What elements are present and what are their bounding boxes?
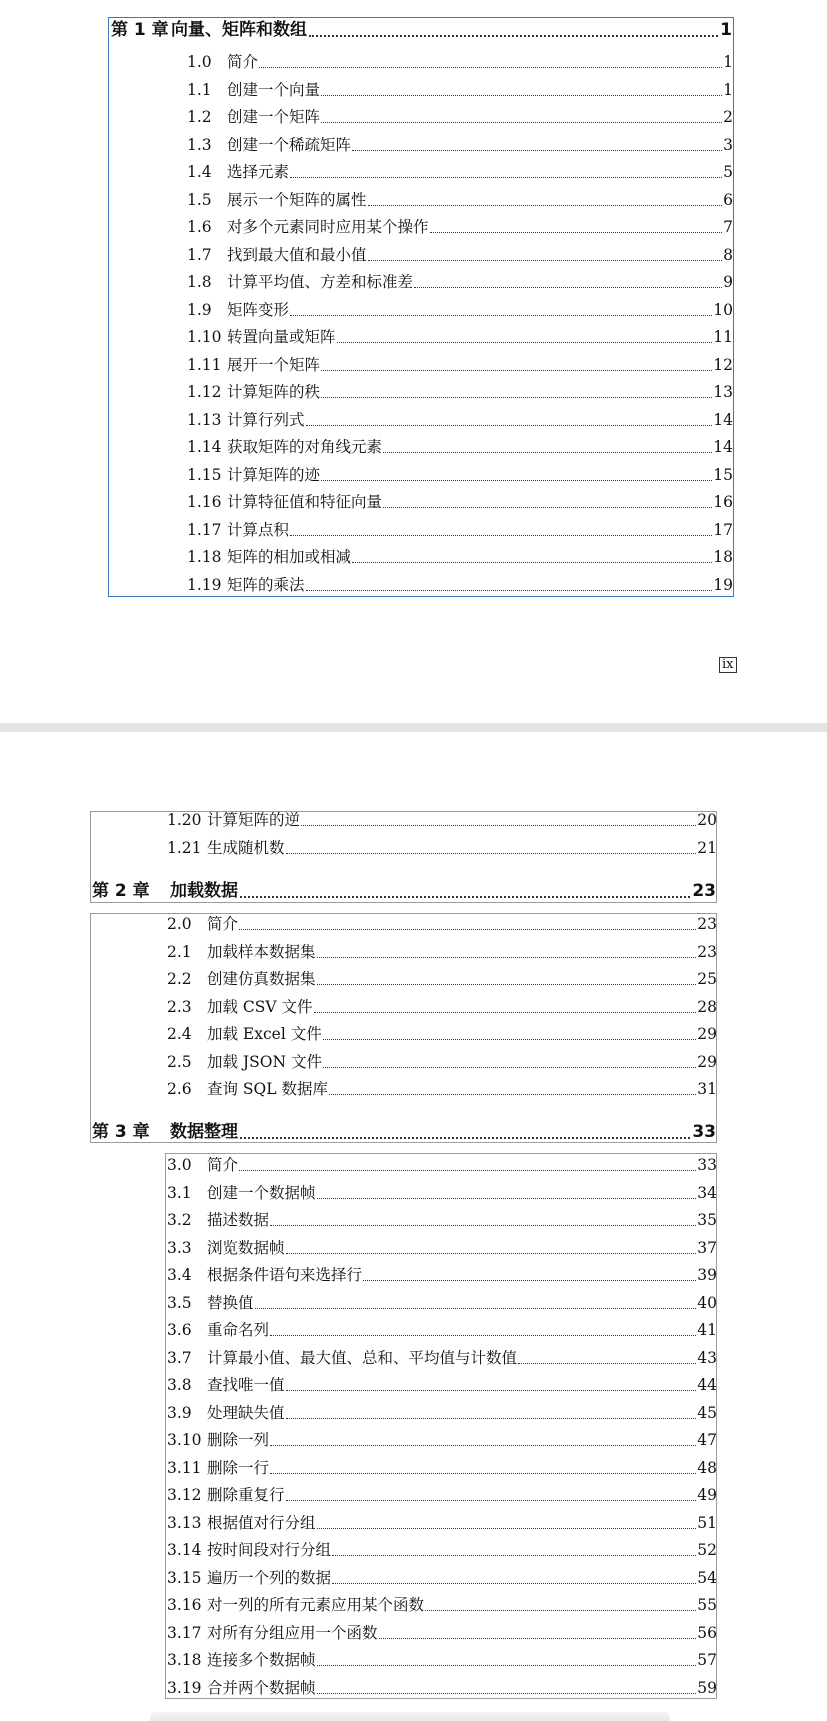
entry-page: 33 (697, 1156, 717, 1174)
entry-title: 矩阵的乘法 (227, 575, 305, 594)
entry-title: 创建一个向量 (227, 80, 321, 99)
leader-dots (290, 535, 712, 536)
toc-entry[interactable] (187, 465, 733, 485)
entry-page: 29 (697, 1025, 717, 1043)
entry-page: 35 (697, 1211, 717, 1229)
entry-number: 3.11 (167, 1458, 202, 1477)
entry-number: 1.2 (187, 108, 212, 126)
toc-entry[interactable] (167, 942, 717, 962)
entry-title: 对所有分组应用一个函数 (207, 1623, 378, 1642)
entry-number: 1.13 (187, 410, 222, 429)
entry-title: 创建一个稀疏矩阵 (227, 135, 352, 154)
toc-entry[interactable] (167, 1568, 717, 1588)
leader-dots (286, 853, 697, 854)
entry-page: 14 (713, 438, 733, 456)
entry-page: 56 (697, 1623, 717, 1642)
entry-page: 25 (697, 970, 717, 988)
entry-number: 1.5 (187, 190, 212, 209)
entry-title: 遍历一个列的数据 (207, 1568, 332, 1587)
entry-page: 29 (697, 1052, 717, 1071)
leader-dots (317, 1665, 697, 1666)
toc-entry[interactable] (167, 1079, 717, 1099)
leader-dots (383, 507, 712, 508)
entry-page: 19 (713, 575, 733, 594)
leader-dots (239, 929, 696, 930)
toc-entry[interactable] (187, 107, 733, 127)
leader-dots (321, 370, 712, 371)
entry-number: 1.16 (187, 493, 222, 511)
leader-dots (270, 1473, 696, 1474)
leader-dots (286, 1500, 697, 1501)
entry-title: 转置向量或矩阵 (227, 328, 336, 346)
entry-number: 1.10 (187, 328, 222, 346)
entry-number: 1.4 (187, 163, 212, 181)
entry-title: 删除重复行 (207, 1486, 285, 1504)
entry-title: 查找唯一值 (207, 1376, 285, 1394)
toc-entry[interactable] (187, 162, 733, 182)
entry-page: 47 (697, 1431, 717, 1449)
entry-title: 创建仿真数据集 (207, 970, 316, 988)
leader-dots (323, 1067, 696, 1068)
entry-number: 3.7 (167, 1348, 192, 1367)
leader-dots (239, 1170, 696, 1171)
leader-dots (337, 342, 713, 343)
toc-entry[interactable] (187, 217, 733, 237)
chapter-number: 第 3 章 (92, 1122, 150, 1142)
toc-entry[interactable] (167, 1024, 717, 1044)
leader-dots (240, 1137, 690, 1139)
entry-title: 根据条件语句来选择行 (207, 1266, 363, 1284)
entry-page: 49 (697, 1486, 717, 1504)
entry-page: 20 (697, 811, 717, 829)
toc-entry[interactable] (167, 1210, 717, 1230)
entry-title: 计算点积 (227, 520, 290, 539)
entry-page: 59 (697, 1678, 717, 1697)
entry-page: 14 (713, 410, 733, 429)
toc-entry[interactable] (167, 1183, 717, 1203)
entry-number: 2.4 (167, 1025, 192, 1043)
entry-title: 按时间段对行分组 (207, 1541, 332, 1559)
entry-title: 生成随机数 (207, 838, 285, 857)
entry-number: 1.11 (187, 355, 222, 374)
entry-number: 3.18 (167, 1651, 202, 1669)
chapter-title: 向量、矩阵和数组 (171, 20, 307, 40)
entry-number: 2.3 (167, 997, 192, 1016)
entry-title: 计算矩阵的迹 (227, 465, 321, 484)
entry-title: 加载 JSON 文件 (207, 1052, 322, 1071)
leader-dots (314, 1012, 697, 1013)
entry-number: 1.1 (187, 80, 212, 99)
entry-title: 简介 (207, 1156, 239, 1174)
entry-number: 3.16 (167, 1596, 202, 1614)
entry-page: 10 (713, 300, 733, 319)
toc-entry[interactable] (187, 437, 733, 457)
entry-number: 1.3 (187, 135, 212, 154)
entry-title: 计算矩阵的秩 (227, 383, 321, 401)
toc-entry[interactable] (167, 1458, 717, 1478)
entry-number: 1.12 (187, 383, 222, 401)
entry-number: 2.2 (167, 970, 192, 988)
leader-dots (270, 1225, 696, 1226)
entry-title: 简介 (207, 915, 239, 933)
entry-title: 对多个元素同时应用某个操作 (227, 218, 429, 236)
entry-page: 44 (697, 1376, 717, 1394)
entry-title: 加载 CSV 文件 (207, 997, 313, 1016)
entry-title: 计算最小值、最大值、总和、平均值与计数值 (207, 1348, 518, 1367)
entry-page: 1 (723, 53, 733, 71)
entry-title: 浏览数据帧 (207, 1238, 285, 1257)
toc-chapter-3[interactable] (92, 1120, 716, 1144)
entry-number: 2.0 (167, 915, 192, 933)
toc-entry[interactable] (167, 1375, 717, 1395)
leader-dots (286, 1418, 697, 1419)
entry-page: 1 (723, 80, 733, 99)
entry-page: 23 (697, 942, 717, 961)
leader-dots (352, 150, 722, 151)
toc-entry[interactable] (167, 914, 717, 934)
entry-title: 描述数据 (207, 1211, 270, 1229)
leader-dots (332, 1555, 696, 1556)
entry-title: 计算矩阵的逆 (207, 811, 301, 829)
leader-dots (240, 896, 690, 898)
entry-number: 3.0 (167, 1156, 192, 1174)
entry-title: 连接多个数据帧 (207, 1651, 316, 1669)
toc-entry[interactable] (167, 1485, 717, 1505)
toc-entry[interactable] (167, 1430, 717, 1450)
leader-dots (286, 1253, 697, 1254)
entry-page: 48 (697, 1458, 717, 1477)
entry-page: 52 (697, 1541, 717, 1559)
entry-number: 1.15 (187, 465, 222, 484)
entry-page: 18 (713, 548, 733, 566)
entry-page: 51 (697, 1513, 717, 1532)
entry-title: 找到最大值和最小值 (227, 245, 367, 264)
chapter-3-frame (165, 1153, 717, 1699)
entry-number: 2.6 (167, 1080, 192, 1098)
entry-number: 3.6 (167, 1321, 192, 1339)
leader-dots (309, 35, 718, 37)
leader-dots (363, 1280, 696, 1281)
toc-entry[interactable] (167, 1320, 717, 1340)
toc-entry[interactable] (167, 1238, 717, 1258)
leader-dots (379, 1638, 697, 1639)
chapter-title: 加载数据 (170, 881, 238, 901)
entry-page: 57 (697, 1651, 717, 1669)
leader-dots (290, 177, 722, 178)
leader-dots (414, 287, 722, 288)
toc-entry[interactable] (167, 810, 717, 830)
entry-page: 12 (713, 355, 733, 374)
leader-dots (270, 1335, 696, 1336)
leader-dots (352, 562, 712, 563)
entry-number: 1.17 (187, 520, 222, 539)
entry-number: 3.4 (167, 1266, 192, 1284)
entry-title: 选择元素 (227, 163, 290, 181)
toc-entry[interactable] (187, 245, 733, 265)
entry-number: 1.20 (167, 811, 202, 829)
leader-dots (306, 425, 713, 426)
entry-page: 6 (723, 190, 733, 209)
entry-title: 创建一个数据帧 (207, 1183, 316, 1202)
toc-entry[interactable] (187, 190, 733, 210)
toc-entry[interactable] (187, 52, 733, 72)
toc-entry[interactable] (167, 1265, 717, 1285)
entry-page: 2 (723, 108, 733, 126)
toc-entry[interactable] (187, 300, 733, 320)
entry-page: 31 (697, 1080, 717, 1098)
toc-entry[interactable] (187, 272, 733, 292)
entry-title: 计算平均值、方差和标准差 (227, 273, 414, 291)
entry-page: 45 (697, 1403, 717, 1422)
leader-dots (430, 232, 723, 233)
leader-dots (286, 1390, 697, 1391)
toc-entry[interactable] (187, 547, 733, 567)
entry-number: 3.2 (167, 1211, 192, 1229)
leader-dots (321, 397, 712, 398)
leader-dots (368, 260, 723, 261)
entry-page: 23 (697, 915, 717, 933)
entry-number: 3.14 (167, 1541, 202, 1559)
toc-entry[interactable] (167, 1678, 717, 1698)
leader-dots (290, 315, 712, 316)
toc-entry[interactable] (187, 492, 733, 512)
entry-title: 创建一个矩阵 (227, 108, 321, 126)
chapter-page: 33 (692, 1122, 716, 1142)
page-number-label: ix (719, 657, 737, 673)
entry-page: 37 (697, 1238, 717, 1257)
entry-title: 对一列的所有元素应用某个函数 (207, 1596, 425, 1614)
toc-entry[interactable] (187, 355, 733, 375)
entry-page: 16 (713, 493, 733, 511)
entry-title: 替换值 (207, 1293, 254, 1312)
entry-page: 5 (723, 163, 733, 181)
entry-number: 1.0 (187, 53, 212, 71)
entry-page: 15 (713, 465, 733, 484)
entry-title: 根据值对行分组 (207, 1513, 316, 1532)
entry-number: 3.17 (167, 1623, 202, 1642)
toc-entry[interactable] (167, 969, 717, 989)
entry-number: 3.1 (167, 1183, 192, 1202)
entry-number: 2.5 (167, 1052, 192, 1071)
chapter-page: 1 (720, 20, 732, 40)
leader-dots (383, 452, 712, 453)
toc-entry[interactable] (187, 80, 733, 100)
leader-dots (321, 122, 722, 123)
entry-number: 1.18 (187, 548, 222, 566)
leader-dots (317, 1198, 697, 1199)
entry-number: 3.5 (167, 1293, 192, 1312)
entry-page: 34 (697, 1183, 717, 1202)
entry-number: 3.9 (167, 1403, 192, 1422)
leader-dots (368, 205, 723, 206)
page-separator (0, 723, 827, 732)
entry-number: 3.19 (167, 1678, 202, 1697)
leader-dots (317, 1528, 697, 1529)
leader-dots (323, 1039, 697, 1040)
toc-entry[interactable] (167, 1052, 717, 1072)
entry-page: 13 (713, 383, 733, 401)
chapter-title: 数据整理 (170, 1122, 238, 1142)
entry-number: 3.12 (167, 1486, 202, 1504)
entry-page: 7 (723, 218, 733, 236)
entry-title: 处理缺失值 (207, 1403, 285, 1422)
toc-chapter-1[interactable] (111, 18, 732, 42)
entry-title: 删除一行 (207, 1458, 270, 1477)
toc-entry[interactable] (187, 520, 733, 540)
toc-entry[interactable] (167, 1403, 717, 1423)
entry-title: 计算行列式 (227, 410, 305, 429)
toc-entry[interactable] (167, 1155, 717, 1175)
leader-dots (317, 984, 697, 985)
leader-dots (270, 1445, 696, 1446)
entry-title: 展示一个矩阵的属性 (227, 190, 367, 209)
entry-number: 1.7 (187, 245, 212, 264)
entry-page: 11 (713, 328, 733, 346)
toc-entry[interactable] (187, 575, 733, 595)
page-bottom-shadow (150, 1712, 670, 1721)
entry-title: 合并两个数据帧 (207, 1678, 316, 1697)
entry-page: 54 (697, 1568, 717, 1587)
toc-entry[interactable] (167, 997, 717, 1017)
leader-dots (329, 1094, 696, 1095)
leader-dots (332, 1583, 696, 1584)
toc-entry[interactable] (167, 838, 717, 858)
toc-entry[interactable] (167, 1623, 717, 1643)
toc-entry[interactable] (167, 1348, 717, 1368)
entry-page: 43 (697, 1348, 717, 1367)
chapter-number: 第 1 章 (111, 20, 169, 40)
leader-dots (259, 67, 722, 68)
entry-page: 40 (697, 1293, 717, 1312)
entry-number: 1.8 (187, 273, 212, 291)
leader-dots (255, 1308, 697, 1309)
entry-number: 1.19 (187, 575, 222, 594)
toc-entry[interactable] (187, 135, 733, 155)
entry-page: 17 (713, 520, 733, 539)
entry-page: 3 (723, 135, 733, 154)
entry-number: 3.3 (167, 1238, 192, 1257)
entry-page: 8 (723, 245, 733, 264)
entry-title: 查询 SQL 数据库 (207, 1080, 328, 1098)
entry-number: 3.8 (167, 1376, 192, 1394)
entry-number: 3.13 (167, 1513, 202, 1532)
entry-title: 重命名列 (207, 1321, 270, 1339)
entry-title: 展开一个矩阵 (227, 355, 321, 374)
entry-number: 1.14 (187, 438, 222, 456)
entry-number: 1.9 (187, 300, 212, 319)
entry-title: 加载样本数据集 (207, 942, 316, 961)
entry-title: 计算特征值和特征向量 (227, 493, 383, 511)
leader-dots (317, 1693, 697, 1694)
entry-number: 3.15 (167, 1568, 202, 1587)
toc-chapter-2[interactable] (92, 879, 716, 903)
leader-dots (306, 590, 713, 591)
toc-entry[interactable] (167, 1650, 717, 1670)
entry-title: 矩阵的相加或相减 (227, 548, 352, 566)
chapter-page: 23 (692, 881, 716, 901)
toc-entry[interactable] (187, 410, 733, 430)
leader-dots (518, 1363, 696, 1364)
entry-page: 9 (723, 273, 733, 291)
entry-title: 删除一列 (207, 1431, 270, 1449)
entry-page: 55 (697, 1596, 717, 1614)
entry-title: 矩阵变形 (227, 300, 290, 319)
entry-number: 1.21 (167, 838, 202, 857)
entry-page: 41 (697, 1321, 717, 1339)
entry-title: 加载 Excel 文件 (207, 1025, 322, 1043)
leader-dots (301, 825, 696, 826)
leader-dots (317, 957, 697, 958)
toc-entry[interactable] (167, 1595, 717, 1615)
entry-number: 2.1 (167, 942, 192, 961)
entry-title: 获取矩阵的对角线元素 (227, 438, 383, 456)
entry-page: 28 (697, 997, 717, 1016)
toc-entry[interactable] (167, 1540, 717, 1560)
entry-page: 21 (697, 838, 717, 857)
toc-entry[interactable] (167, 1513, 717, 1533)
chapter-number: 第 2 章 (92, 881, 150, 901)
entry-title: 简介 (227, 53, 259, 71)
leader-dots (425, 1610, 696, 1611)
leader-dots (321, 480, 712, 481)
entry-page: 39 (697, 1266, 717, 1284)
leader-dots (321, 95, 722, 96)
toc-entry[interactable] (167, 1293, 717, 1313)
entry-number: 3.10 (167, 1431, 202, 1449)
entry-number: 1.6 (187, 218, 212, 236)
toc-entry[interactable] (187, 382, 733, 402)
toc-entry[interactable] (187, 327, 733, 347)
